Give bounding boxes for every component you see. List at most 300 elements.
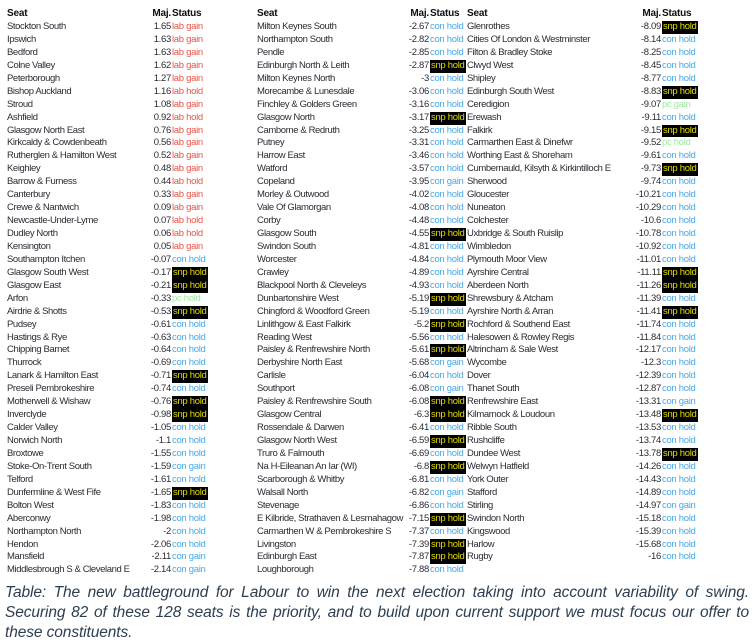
- seat-name: Motherwell & Wishaw: [7, 396, 91, 408]
- status-badge: lab hold: [172, 85, 203, 97]
- seat-name: Chipping Barnet: [7, 344, 70, 356]
- seat-name: Calder Valley: [7, 422, 58, 434]
- status-badge: snp hold: [431, 551, 465, 563]
- seat-name: Stevenage: [257, 499, 299, 511]
- majority-value: -13.53: [635, 422, 661, 434]
- status-badge: con hold: [172, 331, 206, 343]
- status-badge: lab hold: [172, 228, 203, 239]
- status-badge: lab gain: [172, 124, 203, 136]
- table-row: [7, 306, 257, 319]
- status-badge: con hold: [662, 344, 696, 356]
- status-badge: con hold: [430, 163, 464, 175]
- table-row: [467, 306, 755, 319]
- status-badge: con hold: [172, 435, 206, 446]
- table-row: [7, 241, 257, 254]
- status-badge: con gain: [662, 396, 696, 408]
- status-badge: lab gain: [172, 189, 203, 201]
- table-row: [7, 228, 257, 241]
- table-row: [7, 34, 257, 47]
- seat-name: Bolton West: [7, 499, 54, 511]
- seat-name: Wycombe: [467, 357, 507, 369]
- seat-name: Keighley: [7, 163, 41, 175]
- table-row: [467, 513, 755, 526]
- status-badge: con hold: [172, 318, 206, 330]
- status-badge: lab gain: [172, 72, 203, 84]
- seat-name: Peterborough: [7, 72, 60, 84]
- status-badge: lab gain: [172, 137, 203, 149]
- seat-name: Thurrock: [7, 357, 42, 369]
- seat-name: Glasgow South West: [7, 266, 89, 278]
- status-badge: con hold: [662, 202, 696, 214]
- status-badge: con hold: [172, 357, 206, 369]
- table-row: [257, 332, 467, 345]
- status-badge: con hold: [662, 383, 696, 395]
- header-status: Status: [430, 8, 460, 19]
- majority-value: -10.6: [640, 215, 661, 227]
- status-badge: con hold: [430, 137, 464, 149]
- table-row: [7, 513, 257, 526]
- status-badge: snp hold: [431, 111, 465, 123]
- seat-name: Wimbledon: [467, 240, 511, 252]
- table-row: [467, 60, 755, 73]
- table-row: [7, 551, 257, 564]
- majority-value: -15.39: [635, 525, 661, 537]
- status-badge: snp hold: [431, 512, 465, 524]
- table-row: [257, 99, 467, 112]
- seat-name: Falkirk: [467, 124, 493, 136]
- table-column-group-3: [467, 6, 755, 564]
- majority-value: 1.08: [153, 98, 171, 110]
- seat-name: Derbyshire North East: [257, 357, 343, 369]
- table-row: [467, 344, 755, 357]
- seat-name: Ayrshire North & Arran: [467, 305, 554, 317]
- seat-name: Harlow: [467, 538, 495, 550]
- seat-name: Stroud: [7, 98, 33, 110]
- status-badge: con gain: [172, 551, 206, 563]
- table-row: [257, 293, 467, 306]
- table-row: [467, 448, 755, 461]
- table-row: [257, 280, 467, 293]
- seat-name: Dundee West: [467, 447, 520, 459]
- seat-name: Bishop Auckland: [7, 85, 72, 97]
- status-badge: con hold: [662, 551, 696, 563]
- table-row: [257, 47, 467, 60]
- table-row: [257, 435, 467, 448]
- table-row: [257, 319, 467, 332]
- table-row: [467, 551, 755, 564]
- status-badge: snp hold: [431, 435, 465, 446]
- majority-value: -8.83: [640, 85, 661, 97]
- table-row: [467, 396, 755, 409]
- seat-name: Aberconwy: [7, 512, 51, 524]
- table-row: [467, 293, 755, 306]
- table-row: [467, 47, 755, 60]
- table-row: [257, 357, 467, 370]
- table-row: [257, 21, 467, 34]
- majority-value: -8.14: [640, 33, 661, 45]
- status-badge: con hold: [172, 344, 206, 356]
- status-badge: lab gain: [172, 59, 203, 71]
- table-row: [257, 202, 467, 215]
- majority-value: 0.76: [153, 124, 171, 136]
- table-row: [467, 21, 755, 34]
- majority-value: -2: [163, 525, 171, 537]
- table-row: [257, 86, 467, 99]
- status-badge: con hold: [430, 266, 464, 278]
- status-badge: con hold: [662, 150, 696, 162]
- status-badge: con hold: [662, 111, 696, 123]
- status-badge: lab hold: [172, 215, 203, 227]
- table-row: [7, 319, 257, 332]
- status-badge: con hold: [430, 240, 464, 252]
- seat-name: Colchester: [467, 215, 509, 227]
- seat-name: Copeland: [257, 176, 295, 188]
- table-row: [7, 357, 257, 370]
- seat-name: Lanark & Hamilton East: [7, 370, 98, 382]
- status-badge: con hold: [430, 525, 464, 537]
- table-row: [467, 526, 755, 539]
- table-row: [7, 125, 257, 138]
- table-column-group-2: [257, 6, 467, 577]
- status-badge: con hold: [662, 72, 696, 84]
- table-row: [467, 267, 755, 280]
- table-row: [7, 526, 257, 539]
- status-badge: snp hold: [663, 409, 697, 421]
- seat-name: Glasgow South: [257, 228, 317, 239]
- majority-value: -10.29: [635, 202, 661, 214]
- majority-value: -9.15: [640, 124, 661, 136]
- majority-value: -6.41: [408, 422, 429, 434]
- majority-value: -6.82: [408, 486, 429, 498]
- table-header-row: [7, 6, 257, 21]
- status-badge: con hold: [662, 370, 696, 382]
- status-badge: con hold: [662, 292, 696, 304]
- status-badge: con gain: [172, 460, 206, 472]
- status-badge: pc gain: [662, 98, 691, 110]
- table-row: [467, 163, 755, 176]
- seat-name: Linlithgow & East Falkirk: [257, 318, 351, 330]
- seat-name: Ashfield: [7, 111, 38, 123]
- majority-value: -3.31: [408, 137, 429, 149]
- majority-value: -3.06: [408, 85, 429, 97]
- header-status: Status: [662, 8, 692, 19]
- status-badge: con hold: [430, 124, 464, 136]
- table-row: [467, 254, 755, 267]
- status-badge: snp hold: [663, 85, 697, 97]
- table-row: [7, 47, 257, 60]
- status-badge: con hold: [430, 33, 464, 45]
- table-row: [257, 163, 467, 176]
- seat-name: Ribble South: [467, 422, 517, 434]
- table-row: [257, 306, 467, 319]
- table-row: [257, 34, 467, 47]
- table-row: [257, 513, 467, 526]
- majority-value: -3.95: [408, 176, 429, 188]
- seat-name: Cumbernauld, Kilsyth & Kirkintilloch E: [467, 163, 611, 175]
- seat-name: Hendon: [7, 538, 38, 550]
- table-row: [467, 176, 755, 189]
- table-row: [7, 564, 257, 577]
- table-row: [7, 150, 257, 163]
- majority-value: 1.63: [153, 46, 171, 58]
- majority-value: -6.04: [408, 370, 429, 382]
- majority-value: -3: [421, 72, 429, 84]
- table-row: [257, 228, 467, 241]
- seat-name: Broxtowe: [7, 447, 44, 459]
- seat-name: Sherwood: [467, 176, 507, 188]
- status-badge: con gain: [430, 176, 464, 188]
- seat-name: Edinburgh South West: [467, 85, 554, 97]
- seat-name: Ceredigion: [467, 98, 509, 110]
- table-row: [7, 21, 257, 34]
- table-row: [257, 215, 467, 228]
- status-badge: lab gain: [172, 33, 203, 45]
- status-badge: snp hold: [173, 266, 207, 278]
- status-badge: con hold: [662, 460, 696, 472]
- majority-value: -5.19: [408, 292, 429, 304]
- table-row: [467, 137, 755, 150]
- table-row: [7, 189, 257, 202]
- status-badge: snp hold: [431, 344, 465, 356]
- majority-value: -11.84: [636, 331, 661, 343]
- table-row: [467, 539, 755, 552]
- rows-container: [257, 21, 467, 577]
- table-header-row: [467, 6, 755, 21]
- majority-value: -7.15: [408, 512, 429, 524]
- status-badge: lab gain: [172, 202, 203, 214]
- seat-name: Erewash: [467, 111, 502, 123]
- status-badge: con hold: [662, 176, 696, 188]
- seat-name: Kirkcaldy & Cowdenbeath: [7, 137, 107, 149]
- table-row: [7, 487, 257, 500]
- table-row: [257, 370, 467, 383]
- majority-value: -13.78: [635, 447, 661, 459]
- seat-name: Camborne & Redruth: [257, 124, 340, 136]
- majority-value: -14.43: [635, 473, 661, 485]
- status-badge: con gain: [172, 564, 206, 576]
- table-row: [257, 241, 467, 254]
- table-row: [257, 500, 467, 513]
- majority-value: 1.65: [153, 21, 171, 32]
- majority-value: 0.56: [153, 137, 171, 149]
- seat-name: Glasgow North East: [7, 124, 85, 136]
- status-badge: con gain: [430, 357, 464, 369]
- majority-value: -14.89: [635, 486, 661, 498]
- table-row: [257, 487, 467, 500]
- table-row: [7, 280, 257, 293]
- status-badge: snp hold: [663, 163, 697, 175]
- table-row: [7, 99, 257, 112]
- status-badge: con hold: [430, 98, 464, 110]
- majority-value: -1.61: [150, 473, 171, 485]
- status-badge: snp hold: [431, 59, 465, 71]
- table-row: [7, 422, 257, 435]
- status-badge: con hold: [662, 525, 696, 537]
- seat-name: Renfrewshire East: [467, 396, 538, 408]
- status-badge: con hold: [662, 215, 696, 227]
- header-status: Status: [172, 8, 202, 19]
- status-badge: lab gain: [172, 21, 203, 32]
- majority-value: -6.59: [408, 435, 429, 446]
- majority-value: -2.67: [408, 21, 429, 32]
- status-badge: snp hold: [431, 318, 465, 330]
- seat-name: Glasgow Central: [257, 409, 322, 421]
- seat-name: Paisley & Renfrewshire North: [257, 344, 370, 356]
- majority-value: -15.68: [635, 538, 661, 550]
- majority-value: 0.44: [153, 176, 171, 188]
- table-row: [7, 396, 257, 409]
- majority-value: -4.84: [408, 253, 429, 265]
- majority-value: -5.56: [408, 331, 429, 343]
- majority-value: -16: [648, 551, 661, 563]
- seat-name: Arfon: [7, 292, 28, 304]
- table-row: [257, 409, 467, 422]
- seat-name: Rossendale & Darwen: [257, 422, 344, 434]
- table-row: [467, 435, 755, 448]
- majority-value: -14.97: [635, 499, 661, 511]
- majority-value: -8.77: [640, 72, 661, 84]
- table-row: [467, 86, 755, 99]
- status-badge: con hold: [430, 21, 464, 32]
- majority-value: -12.39: [635, 370, 661, 382]
- status-badge: con hold: [430, 150, 464, 162]
- table-row: [7, 332, 257, 345]
- majority-value: 1.16: [153, 85, 171, 97]
- seat-name: Southampton Itchen: [7, 253, 85, 265]
- seat-name: Altrincham & Sale West: [467, 344, 558, 356]
- rows-container: [467, 21, 755, 564]
- status-badge: con hold: [662, 512, 696, 524]
- seat-name: Middlesbrough S & Cleveland E: [7, 564, 130, 576]
- seat-name: Newcastle-Under-Lyme: [7, 215, 98, 227]
- status-badge: con hold: [172, 383, 206, 395]
- majority-value: -9.61: [640, 150, 661, 162]
- majority-value: -2.85: [408, 46, 429, 58]
- seat-name: Halesowen & Rowley Regis: [467, 331, 575, 343]
- seat-name: Livingston: [257, 538, 296, 550]
- status-badge: snp hold: [431, 228, 465, 239]
- seat-name: Dover: [467, 370, 491, 382]
- table-row: [7, 474, 257, 487]
- header-maj: Maj.: [410, 8, 429, 19]
- majority-value: -2.87: [408, 59, 429, 71]
- seat-name: Rochford & Southend East: [467, 318, 570, 330]
- table-row: [257, 396, 467, 409]
- seat-name: Inverclyde: [7, 409, 47, 421]
- majority-value: -0.07: [150, 253, 171, 265]
- majority-value: -0.71: [150, 370, 171, 382]
- majority-value: -4.55: [408, 228, 429, 239]
- majority-value: 0.92: [153, 111, 171, 123]
- table-row: [7, 539, 257, 552]
- status-badge: con hold: [430, 331, 464, 343]
- majority-value: -1.98: [150, 512, 171, 524]
- status-badge: con hold: [172, 512, 206, 524]
- status-badge: snp hold: [663, 266, 697, 278]
- seat-name: Harrow East: [257, 150, 305, 162]
- seat-name: Edinburgh East: [257, 551, 317, 563]
- table-row: [257, 461, 467, 474]
- majority-value: -2.06: [150, 538, 171, 550]
- majority-value: -0.64: [150, 344, 171, 356]
- seat-name: Glasgow East: [7, 279, 61, 291]
- majority-value: -6.8: [413, 460, 429, 472]
- majority-value: -4.89: [408, 266, 429, 278]
- majority-value: -3.57: [408, 163, 429, 175]
- table-row: [7, 163, 257, 176]
- status-badge: con hold: [172, 473, 206, 485]
- table-row: [7, 73, 257, 86]
- table-row: [7, 176, 257, 189]
- status-badge: con hold: [172, 538, 206, 550]
- majority-value: -11.26: [636, 279, 661, 291]
- seat-name: Aberdeen North: [467, 279, 529, 291]
- header-seat: Seat: [7, 8, 28, 19]
- majority-value: -0.53: [150, 305, 171, 317]
- status-badge: con gain: [662, 499, 696, 511]
- majority-value: -0.98: [150, 409, 171, 421]
- seat-name: Northampton South: [257, 33, 333, 45]
- seat-name: Walsall North: [257, 486, 308, 498]
- table-row: [467, 150, 755, 163]
- status-badge: lab hold: [172, 176, 203, 188]
- table-row: [257, 539, 467, 552]
- table-row: [467, 34, 755, 47]
- status-badge: con hold: [662, 357, 696, 369]
- status-badge: con hold: [662, 228, 696, 239]
- majority-value: -0.17: [150, 266, 171, 278]
- majority-value: -12.87: [635, 383, 661, 395]
- seat-name: Blackpool North & Cleveleys: [257, 279, 367, 291]
- majority-value: -1.65: [150, 486, 171, 498]
- majority-value: -4.81: [408, 240, 429, 252]
- status-badge: lab hold: [172, 111, 203, 123]
- seat-name: Glenrothes: [467, 21, 510, 32]
- seat-name: Pendle: [257, 46, 285, 58]
- table-row: [467, 383, 755, 396]
- seat-name: Airdrie & Shotts: [7, 305, 67, 317]
- seat-name: Northampton North: [7, 525, 81, 537]
- table-row: [467, 461, 755, 474]
- status-badge: snp hold: [431, 538, 465, 550]
- seat-name: Bedford: [7, 46, 38, 58]
- table-row: [467, 241, 755, 254]
- majority-value: -9.74: [640, 176, 661, 188]
- status-badge: snp hold: [431, 396, 465, 408]
- status-badge: snp hold: [173, 486, 207, 498]
- majority-value: -7.39: [408, 538, 429, 550]
- status-badge: con hold: [430, 253, 464, 265]
- status-badge: con hold: [430, 447, 464, 459]
- table-row: [257, 526, 467, 539]
- table-row: [467, 370, 755, 383]
- majority-value: -0.61: [150, 318, 171, 330]
- majority-value: -14.26: [635, 460, 661, 472]
- rows-container: [7, 21, 257, 577]
- table-row: [257, 112, 467, 125]
- majority-value: -8.45: [640, 59, 661, 71]
- table-row: [7, 215, 257, 228]
- table-row: [257, 254, 467, 267]
- status-badge: pc hold: [172, 292, 201, 304]
- seat-name: Preseli Pembrokeshire: [7, 383, 95, 395]
- status-badge: con hold: [172, 499, 206, 511]
- seat-name: York Outer: [467, 473, 509, 485]
- seat-name: Corby: [257, 215, 281, 227]
- table-row: [257, 267, 467, 280]
- header-seat: Seat: [257, 8, 278, 19]
- majority-value: -1.05: [150, 422, 171, 434]
